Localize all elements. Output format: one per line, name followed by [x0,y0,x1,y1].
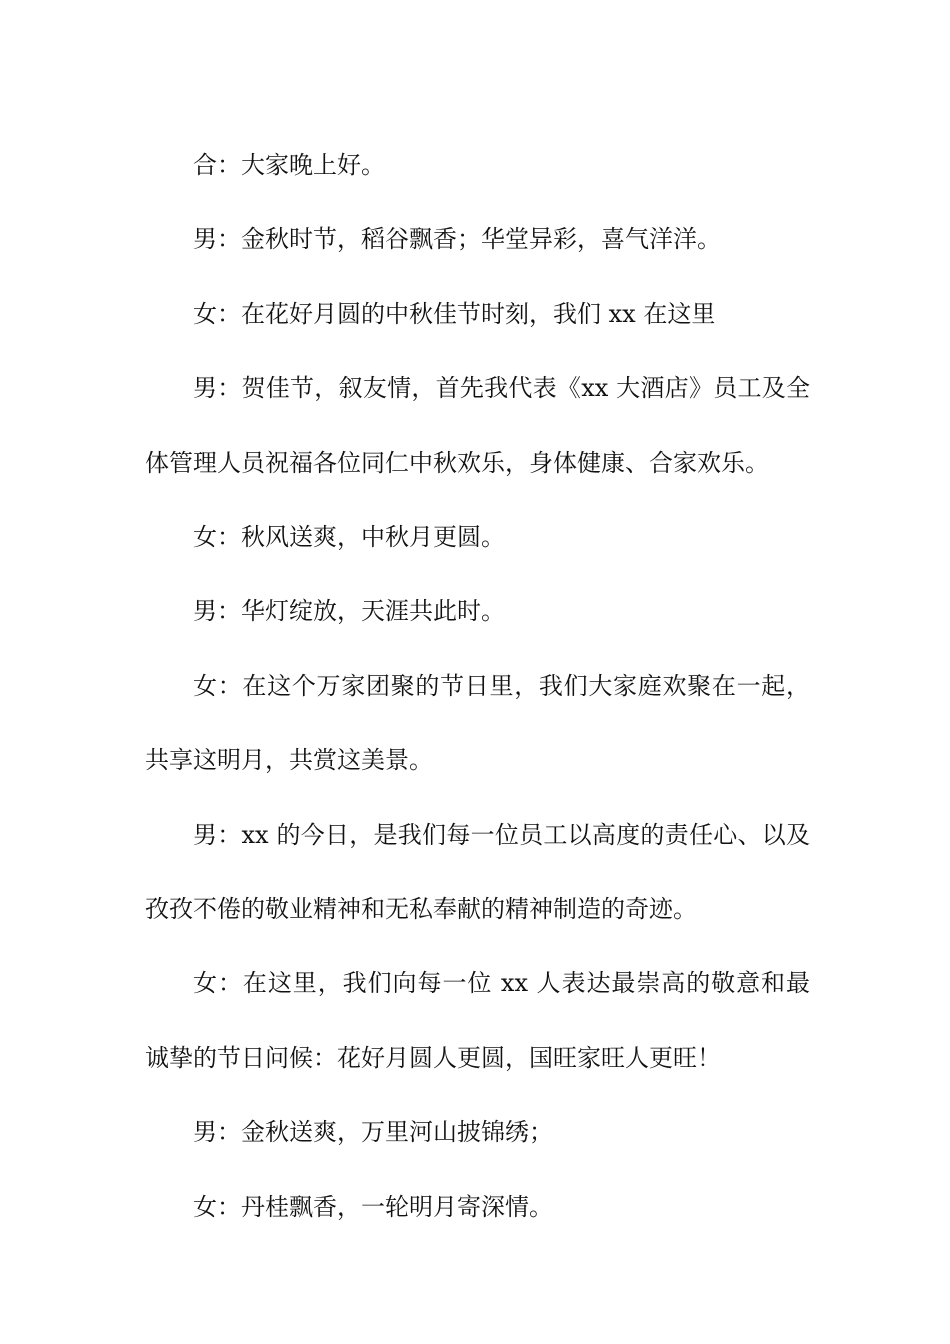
paragraph-1: 合：大家晚上好。 [193,151,385,179]
paragraph-2: 男：金秋时节，稻谷飘香；华堂异彩，喜气洋洋。 [193,225,721,254]
paragraph-5: 女：秋风送爽，中秋月更圆。 [193,523,505,552]
paragraph-4: 男：贺佳节，叙友情，首先我代表《xx 大酒店》员工及全体管理人员祝福各位同仁中秋欢乐，身体健康、合家欢乐。 [145,374,810,477]
paragraph-9: 女：在这里，我们向每一位 xx 人表达最崇高的敬意和最诚挚的节日问候：花好月圆人更圆，国旺家旺人更旺！ [145,969,810,1072]
paragraph-10: 男：金秋送爽，万里河山披锦绣； [193,1118,553,1147]
paragraph-8: 男：xx 的今日，是我们每一位员工以高度的责任心、以及孜孜不倦的敬业精神和无私奉献的精神制造的奇迹。 [145,820,810,924]
paragraph-11: 女：丹桂飘香，一轮明月寄深情。 [193,1192,553,1221]
document-body [145,128,810,1244]
paragraph-3: 女：在花好月圆的中秋佳节时刻，我们 xx 在这里 [193,299,716,328]
paragraph-7: 女：在这个万家团聚的节日里，我们大家庭欢聚在一起，共享这明月，共赏这美景。 [145,671,810,775]
paragraph-6: 男：华灯绽放，天涯共此时。 [193,597,505,626]
